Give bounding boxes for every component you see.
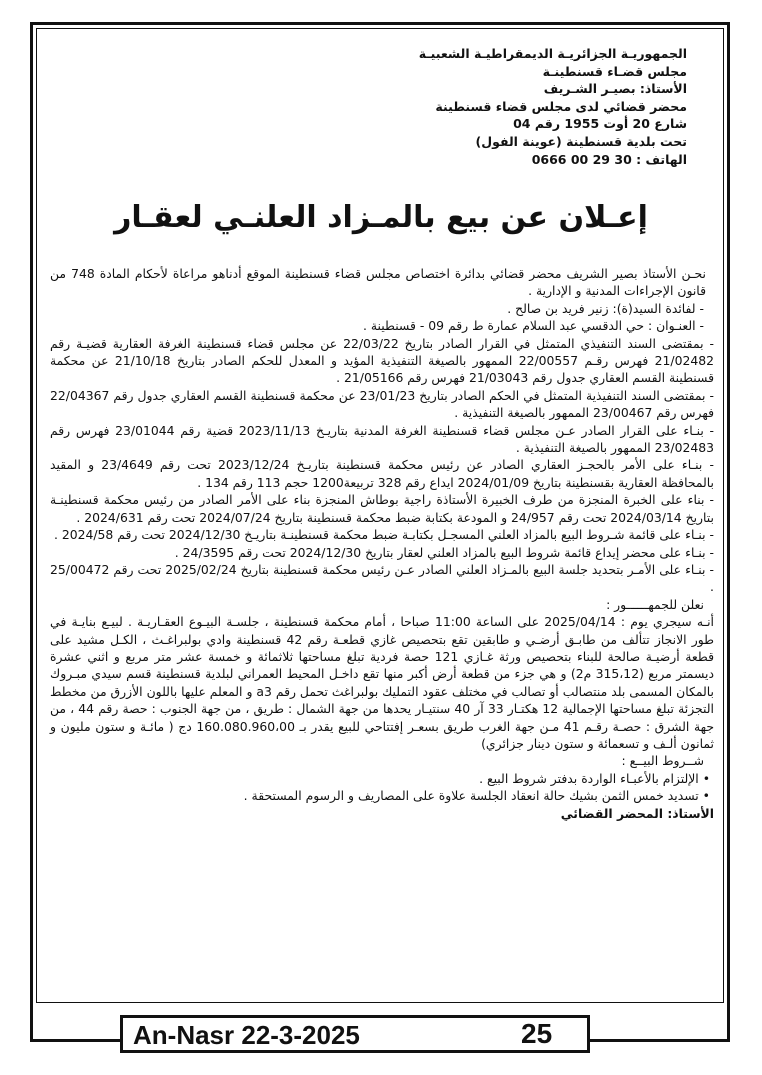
office-street: شارع 20 أوت 1955 رقم 04 <box>513 116 687 132</box>
announcement-title: إعـلان عن بيع بالمـزاد العلنـي لعقـار <box>114 200 648 235</box>
address-line: - العنـوان : حي الدقسي عبد السلام عمارة ط رقم 09 - قسنطينة . <box>363 318 704 334</box>
condition-item: • تسديد خمس الثمن بشيك حالة انعقاد الجلسة علاوة على المصاريف و الرسوم المستحقة . <box>243 788 710 804</box>
bailiff-title: محضر قضائي لدى مجلس قضاء قسنطينة <box>435 98 687 114</box>
condition-item: • الإلتزام بالأعبـاء الواردة بدفتر شروط البيع . <box>479 770 710 786</box>
court-name: مجلس قضـاء قسنطينـة <box>542 63 687 79</box>
legal-basis-4: - بنـاء على الأمر بالحجـز العقاري الصادر عن رئيس محكمة قسنطينة بتاريـخ 2023/12/24 تحت رقم 23/4649 و المقيد بالمحافظة العقارية بقسنطينة بتاريخ 2024/01/09 ايداع رقم 328 تربيعة1200 حجم 113 رقم 134 . <box>50 457 714 490</box>
bailiff-name: الأستاذ: بصيـر الشـريف <box>543 81 687 97</box>
announce-heading: نعلن للجمهــــــور : <box>606 596 704 612</box>
sale-description: أنـه سيجري يوم : 2025/04/14 على الساعة 11:00 صباحا ، أمام محكمة قسنطينة ، جلسـة البيـوع العقـاريـة . لبيـع بنايـة في طور الانجاز تتألف من طابـق أرضـي و طابقين تقع بتحصيص غازي قطعـة رقم 42 قسنطينة وادي بولبراغـث ، الكـل مشيد على قطعة أرضيـة صالحة للبناء بتحصيص ورثة غـازي 121 حصة فردية تبلغ مساحتها ثلاثمائة و خمسة عشر متر مربع و اثني عشرة ديسمتر مربع (315،12 م2) و هي جزء من قطعة أرض أكبر منها تقع داخـل المحيط العمراني لبلدية قسنطينة قسم سيدي مبـروك بالمكان المسمى بلد منتصالب أو تصالب في مختلف عقود التمليك بولبراغث تحمل رقم a3 و المعلم عليها باللون الأزرق من مخطط التجزئة تبلغ مساحتها الإجمالية 12 هكتـار 33 آر 40 سنتيـار يحدها من جهة الشمال : طريق ، من جهة الجنوب : حصة رقم 44 ، من جهة الشرق : حصـة رقـم 41 مـن جهة الغرب طريق بسعـر إفتتاحي للبيع يقدر بـ 160.080.960،00 دج ( مائـة و ستون مليون و ثمانون ألـف و تسعمائة و ستون دينار جزائري) <box>50 614 715 751</box>
legal-basis-3: - بنـاء على القرار الصادر عـن مجلس قضاء قسنطينة الغرفة المدنية بتاريـخ 2023/11/13 قضية رقم 23/01044 فهرس رقم 23/02483 الممهور بالصيغة التنفيذية . <box>50 422 714 456</box>
issuer-header <box>87 45 687 168</box>
republic-name: الجمهوريـة الجزائريـة الديمقراطيـة الشعبيـة <box>418 46 687 61</box>
office-municipality: تحت بلدية قسنطينة (عوينة الفول) <box>475 133 687 149</box>
legal-basis-1: - بمقتضى السند التنفيذي المتمثل في القرار الصادر بتاريخ 22/03/22 عن مجلس قضاء قسنطينة الغرفة العقارية قضيـة رقم 21/02482 فهرس رقـم 22/00557 الممهور بالصيغة التنفيذية المؤيد و المعدل للحكم الصادر بتاريخ 21/10/18 عن محكمة قسنطينة القسم العقاري جدول رقم 21/03043 فهرس رقم 21/05166 . <box>50 335 714 386</box>
publication-name-date: An-Nasr 22-3-2025 <box>133 1020 360 1050</box>
conditions-heading: شــروط البيــع : <box>621 753 704 769</box>
announcement-body <box>50 265 714 822</box>
legal-basis-5: - بناء على الخبرة المنجزة من طرف الخبيرة الأستاذة راجية بوطاش المنجزة بناء على الأمر الصادر من رئيس محكمة قسنطينـة بتاريخ 2024/03/14 تحت رقم 24/957 و المودعة بكتابة ضبط محكمة قسنطينة بتاريخ 2024/07/24 تحت رقم 2024/631 . <box>50 492 714 525</box>
beneficiary-line: - لفائدة السيد(ة): زنير فريد بن صالح . <box>507 300 704 316</box>
intro-paragraph: نحـن الأستاذ بصير الشريف محضر قضائي بدائرة اختصاص مجلس قضاء قسنطينة الموقع أدناهو مراعاة لأحكام المادة 748 من قانون الإجراءات المدنية و الإدارية . <box>50 266 706 299</box>
legal-basis-6: - بنـاء على قائمة شـروط البيع بالمزاد العلني المسجـل بكتابـة ضبط محكمة قسنطينـة بتاريـخ 2024/12/30 تحت رقم 2024/58 . <box>53 527 714 543</box>
legal-basis-2: - بمقتضى السند التنفيذية المتمثل في الحكم الصادر بتاريخ 23/01/23 عن محكمة قسنطينة القسم العقاري جدول رقم 22/04367 فهرس رقم 23/00467 الممهور بالصيغة التنفيذية . <box>50 387 714 421</box>
legal-basis-8: - بنـاء على الأمـر بتحديد جلسة البيع بالمـزاد العلني الصادر عـن رئيس محكمة قسنطينة بتاريخ 2025/02/24 تحت رقم 25/00472 . <box>50 561 714 595</box>
legal-basis-7: - بنـاء على محضر إيداع قائمة شروط البيع بالمزاد العلني لعقار بتاريخ 2024/12/30 تحت رقم 24/3595 . <box>174 544 714 560</box>
publication-footer <box>120 1015 590 1053</box>
office-phone: الهاتف : 30 29 00 0666 <box>531 151 687 167</box>
signature-line: الأستاذ: المحضر القضائي <box>560 805 714 821</box>
page-number: 25 <box>521 1018 553 1049</box>
